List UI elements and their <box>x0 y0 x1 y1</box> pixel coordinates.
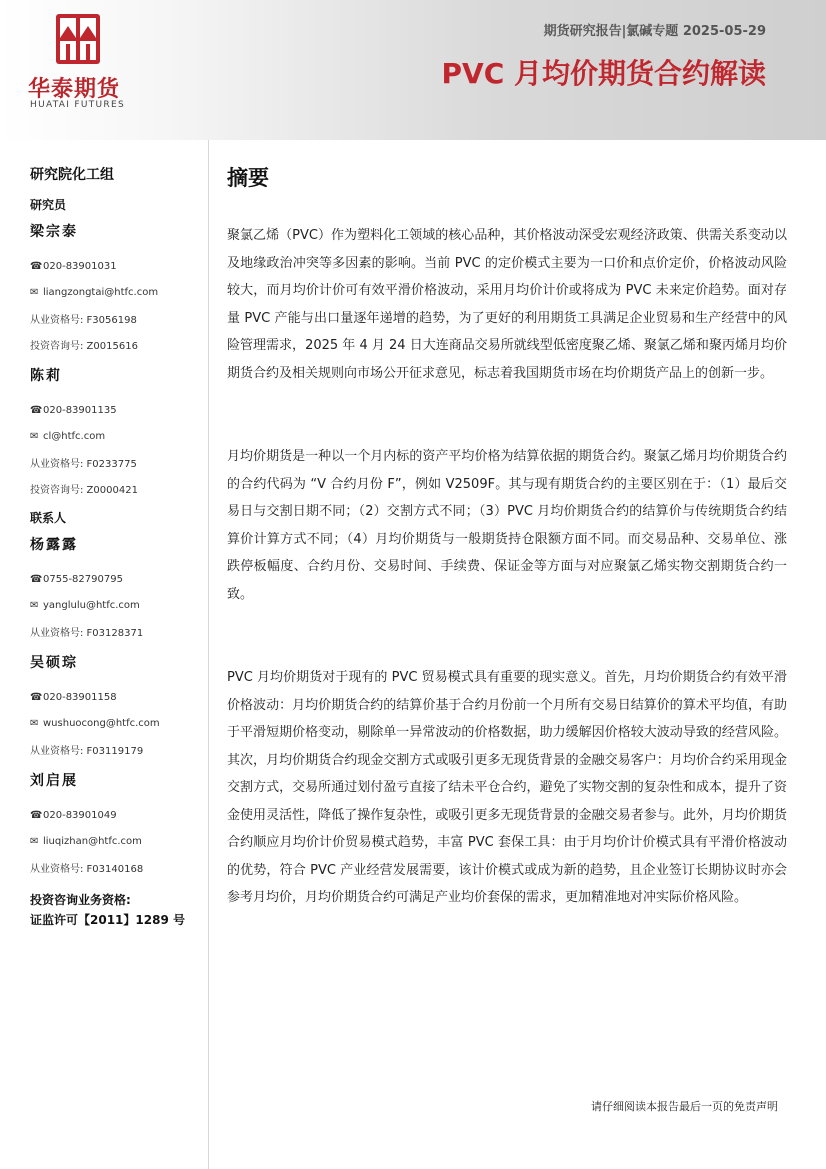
analyst-advisor-id: 投资咨询号: Z0000421 <box>30 484 138 496</box>
paragraph: 聚氯乙烯（PVC）作为塑料化工领域的核心品种，其价格波动深受宏观经济政策、供需关系变动以及地缘政治冲突等多因素的影响。当前 PVC 的定价模式主要为一口价和点价定价，价格波动风险较大，而月均价计价可有效平滑价格波动，采用月均价计价或将成为 PVC 未来定价趋势。面对存量 PVC 产能与出口量逐年递增的趋势，为了更好的利用期货工具满足企业贸易和生产经营中的风险管理需求，2025 年 4 月 24 日大连商品交易所就线型低密度聚乙烯、聚氯乙烯和聚丙烯月均价期货合约及相关规则向市场公开征求意见，标志着我国期货市场在均价期货产品上的创新一步。 <box>227 228 787 381</box>
analyst-name: 陈莉 <box>30 368 62 384</box>
contact-license: 从业资格号: F03119179 <box>30 745 144 757</box>
analyst-name: 梁宗泰 <box>30 224 78 240</box>
phone-icon: ☎ <box>30 573 43 585</box>
cert-line-2: 证监许可【2011】1289 号 <box>30 913 185 927</box>
email-icon: ✉ <box>30 835 39 847</box>
report-title: PVC 月均价期货合约解读 <box>441 57 766 90</box>
contact-card <box>30 534 208 644</box>
analyst-phone: ☎ 020-83901135 <box>30 404 117 416</box>
analyst-email[interactable]: ✉ cl@htfc.com <box>30 430 106 442</box>
contact-phone: ☎ 020-83901049 <box>30 809 117 821</box>
analyst-license: 从业资格号: F0233775 <box>30 458 137 470</box>
contact-license: 从业资格号: F03128371 <box>30 627 144 639</box>
contact-name: 杨露露 <box>30 537 78 553</box>
analyst-email[interactable]: ✉ liangzongtai@htfc.com <box>30 286 159 298</box>
analyst-card <box>30 365 208 501</box>
contact-email[interactable]: ✉ yanglulu@htfc.com <box>30 599 140 611</box>
brand-name-en: HUATAI FUTURES <box>30 100 125 110</box>
analyst-card <box>30 221 208 357</box>
email-icon: ✉ <box>30 599 39 611</box>
disclaimer-note: 请仔细阅读本报告最后一页的免责声明 <box>591 1100 778 1113</box>
email-icon: ✉ <box>30 430 39 442</box>
paragraph: PVC 月均价期货对于现有的 PVC 贸易模式具有重要的现实意义。首先，月均价期货合约有效平滑价格波动：月均价期货合约的结算价基于合约月份前一个月所有交易日结算价的算术平均值，有助于平滑短期价格变动，剔除单一异常波动的价格数据，助力缓解因价格较大波动导致的经营风险。其次，月均价期货合约现金交割方式或吸引更多无现货背景的金融交易客户：月均价合约采用现金交割方式，交易所通过划付盈亏直接了结未平仓合约，避免了实物交割的复杂性和成本，提升了资金使用灵活性，降低了操作复杂性，或吸引更多无现货背景的金融交易者参与。此外，月均价期货合约顺应月均价计价贸易模式趋势，丰富 PVC 套保工具：由于月均价计价模式具有平滑价格波动的优势，符合 PVC 产业经营发展需要，该计价模式或成为新的趋势，且企业签订长期协议时亦会参考月均价，月均价期货合约可满足产业均价套保的需求，更加精准地对冲实际价格风险。 <box>227 670 787 905</box>
phone-icon: ☎ <box>30 404 43 416</box>
analyst-sidebar <box>0 140 209 1169</box>
analyst-license: 从业资格号: F3056198 <box>30 314 137 326</box>
analyst-phone: ☎ 020-83901031 <box>30 260 117 272</box>
contact-name: 刘启展 <box>30 773 78 789</box>
header-band <box>0 0 826 140</box>
email-icon: ✉ <box>30 717 39 729</box>
paragraph: 月均价期货是一种以一个月内标的资产平均价格为结算依据的期货合约。聚氯乙烯月均价期货合约的合约代码为 “V 合约月份 F”，例如 V2509F。其与现有期货合约的主要区别在于：（1）最后交易日与交割日期不同；（2）交割方式不同；（3）PVC 月均价期货合约的结算价与传统期货合约结算价计算方式不同；（4）月均价期货与一般期货持仓限额方面不同。而交易品种、交易单位、涨跌停板幅度、合约月份、交易时间、手续费、保证金等方面与对应聚氯乙烯实物交割期货合约一致。 <box>227 449 787 602</box>
section-title: 摘要 <box>227 166 269 190</box>
contact-email[interactable]: ✉ wushuocong@htfc.com <box>30 717 160 729</box>
phone-icon: ☎ <box>30 260 43 272</box>
brand-name-cn: 华泰期货 <box>28 77 121 102</box>
contact-phone: ☎ 020-83901158 <box>30 691 117 703</box>
contact-card <box>30 770 208 880</box>
license-certificate <box>30 890 208 930</box>
cert-line-1: 投资咨询业务资格: <box>30 893 131 907</box>
contact-name: 吴硕琮 <box>30 655 78 671</box>
huatai-logo-icon <box>56 14 100 64</box>
contact-card <box>30 652 208 762</box>
main-content <box>227 162 787 968</box>
brand-logo <box>28 14 138 114</box>
phone-icon: ☎ <box>30 809 43 821</box>
department-label: 研究院化工组 <box>30 167 114 183</box>
phone-icon: ☎ <box>30 691 43 703</box>
analyst-advisor-id: 投资咨询号: Z0015616 <box>30 340 138 352</box>
report-meta: 期货研究报告|氯碱专题 2025-05-29 <box>543 24 766 39</box>
role-label-researcher: 研究员 <box>30 198 67 212</box>
email-icon: ✉ <box>30 286 39 298</box>
role-label-contact: 联系人 <box>30 511 67 525</box>
contact-phone: ☎ 0755-82790795 <box>30 573 123 585</box>
contact-license: 从业资格号: F03140168 <box>30 863 144 875</box>
contact-email[interactable]: ✉ liuqizhan@htfc.com <box>30 835 142 847</box>
